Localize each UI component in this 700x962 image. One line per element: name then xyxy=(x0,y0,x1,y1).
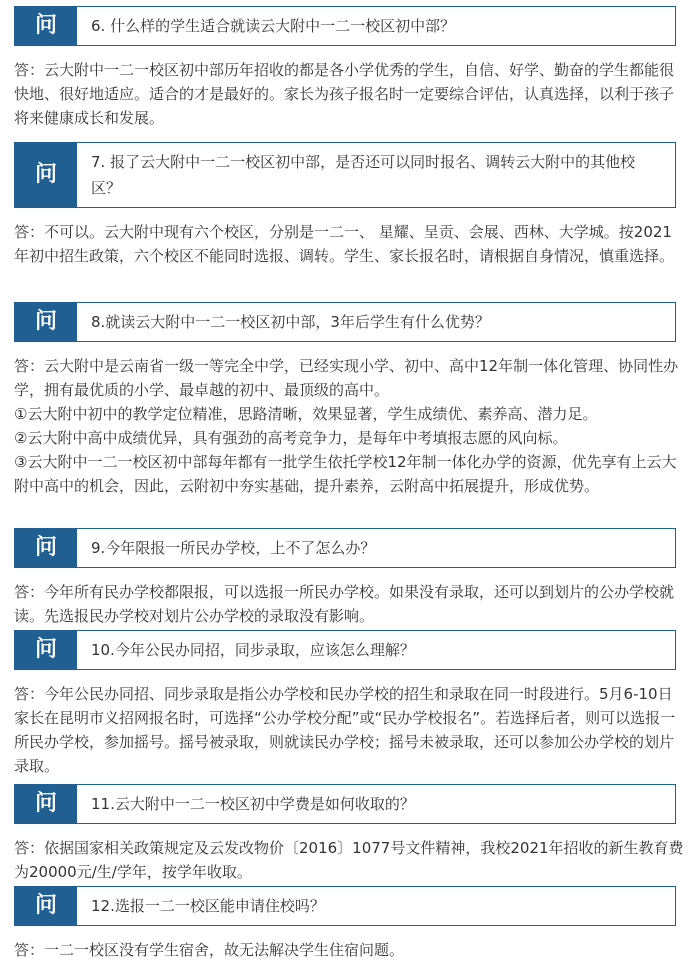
question-badge xyxy=(15,7,77,45)
answer-text xyxy=(14,58,684,130)
faq-item-9 xyxy=(0,528,700,628)
question-badge xyxy=(15,785,77,823)
question-bar xyxy=(14,630,676,670)
question-badge-label: 问 xyxy=(34,637,57,662)
question-badge xyxy=(15,529,77,567)
answer-paragraph: ②云大附中高中成绩优异，具有强劲的高考竞争力，是每年中考填报志愿的风向标。 xyxy=(14,429,568,447)
faq-item-6 xyxy=(0,6,700,130)
question-bar xyxy=(14,302,676,342)
question-badge-label: 问 xyxy=(34,162,57,187)
question-text: 6. 什么样的学生适合就读云大附中一二一校区初中部？ xyxy=(91,17,456,35)
answer-text xyxy=(14,682,684,778)
question-text: 7. 报了云大附中一二一校区初中部，是否还可以同时报名、调转云大附中的其他校区？ xyxy=(91,153,636,197)
question-badge xyxy=(15,887,77,925)
faq-item-8 xyxy=(0,302,700,498)
answer-paragraph: 答：云大附中一二一校区初中部历年招收的都是各小学优秀的学生，自信、好学、勤奋的学生都能很快地、很好地适应。适合的才是最好的。家长为孩子报名时一定要综合评估，认真选择，以利于孩子将来健康成长和发展。 xyxy=(14,61,675,127)
question-badge-label: 问 xyxy=(34,535,57,560)
faq-item-12 xyxy=(0,886,700,962)
question-bar xyxy=(14,6,676,46)
question-text: 9.今年限报一所民办学校，上不了怎么办？ xyxy=(91,539,376,557)
faq-item-10 xyxy=(0,630,700,778)
question-badge xyxy=(15,631,77,669)
question-text: 12.选报一二一校区能申请住校吗？ xyxy=(91,897,325,915)
answer-paragraph: 答：今年公民办同招、同步录取是指公办学校和民办学校的招生和录取在同一时段进行。5月6-10日家长在昆明市义招网报名时，可选择“公办学校分配”或“民办学校报名”。若选择后者，则可以选报一所民办学校，参加摇号。摇号被录取，则就读民办学校；摇号未被录取，还可以参加公办学校的划片录取。 xyxy=(14,685,676,775)
question-bar xyxy=(14,528,676,568)
answer-paragraph: 答：不可以。云大附中现有六个校区，分别是一二一、 星耀、呈贡、会展、西林、大学城。按2021年初中招生政策，六个校区不能同时选报、调转。学生、家长报名时，请根据自身情况，慎重选择。 xyxy=(14,223,675,265)
question-text: 11.云大附中一二一校区初中学费是如何收取的？ xyxy=(91,795,415,813)
question-bar xyxy=(14,784,676,824)
question-badge-label: 问 xyxy=(34,309,57,334)
faq-item-11 xyxy=(0,784,700,884)
question-badge xyxy=(15,303,77,341)
answer-paragraph: 答：今年所有民办学校都限报，可以选报一所民办学校。如果没有录取，还可以到划片的公办学校就读。先选报民办学校对划片公办学校的录取没有影响。 xyxy=(14,583,675,625)
answer-text xyxy=(14,836,684,884)
question-badge-label: 问 xyxy=(34,791,57,816)
answer-paragraph: ①云大附中初中的教学定位精准，思路清晰，效果显著，学生成绩优、素养高、潜力足。 xyxy=(14,405,598,423)
answer-text xyxy=(14,580,684,628)
question-bar xyxy=(14,886,676,926)
answer-text xyxy=(14,938,684,962)
answer-text xyxy=(14,354,684,498)
answer-text xyxy=(14,220,684,268)
answer-paragraph: 答：依据国家相关政策规定及云发改物价〔2016〕1077号文件精神，我校2021年招收的新生教育费为20000元/生/学年，按学年收取。 xyxy=(14,839,684,881)
answer-paragraph: 答：云大附中是云南省一级一等完全中学，已经实现小学、初中、高中12年制一体化管理、协同性办学，拥有最优质的小学、最卓越的初中、最顶级的高中。 xyxy=(14,357,679,399)
question-text: 10.今年公民办同招，同步录取，应该怎么理解？ xyxy=(91,641,415,659)
question-badge-label: 问 xyxy=(34,893,57,918)
answer-paragraph: 答：一二一校区没有学生宿舍，故无法解决学生住宿问题。 xyxy=(14,941,405,959)
question-badge-label: 问 xyxy=(34,13,57,38)
question-text: 8.就读云大附中一二一校区初中部，3年后学生有什么优势？ xyxy=(91,313,490,331)
question-bar xyxy=(14,142,676,208)
faq-item-7 xyxy=(0,142,700,268)
question-badge xyxy=(15,143,77,207)
answer-paragraph: ③云大附中一二一校区初中部每年都有一批学生依托学校12年制一体化办学的资源，优先享有上云大附中高中的机会，因此，云附初中夯实基础，提升素养，云附高中拓展提升，形成优势。 xyxy=(14,453,677,495)
